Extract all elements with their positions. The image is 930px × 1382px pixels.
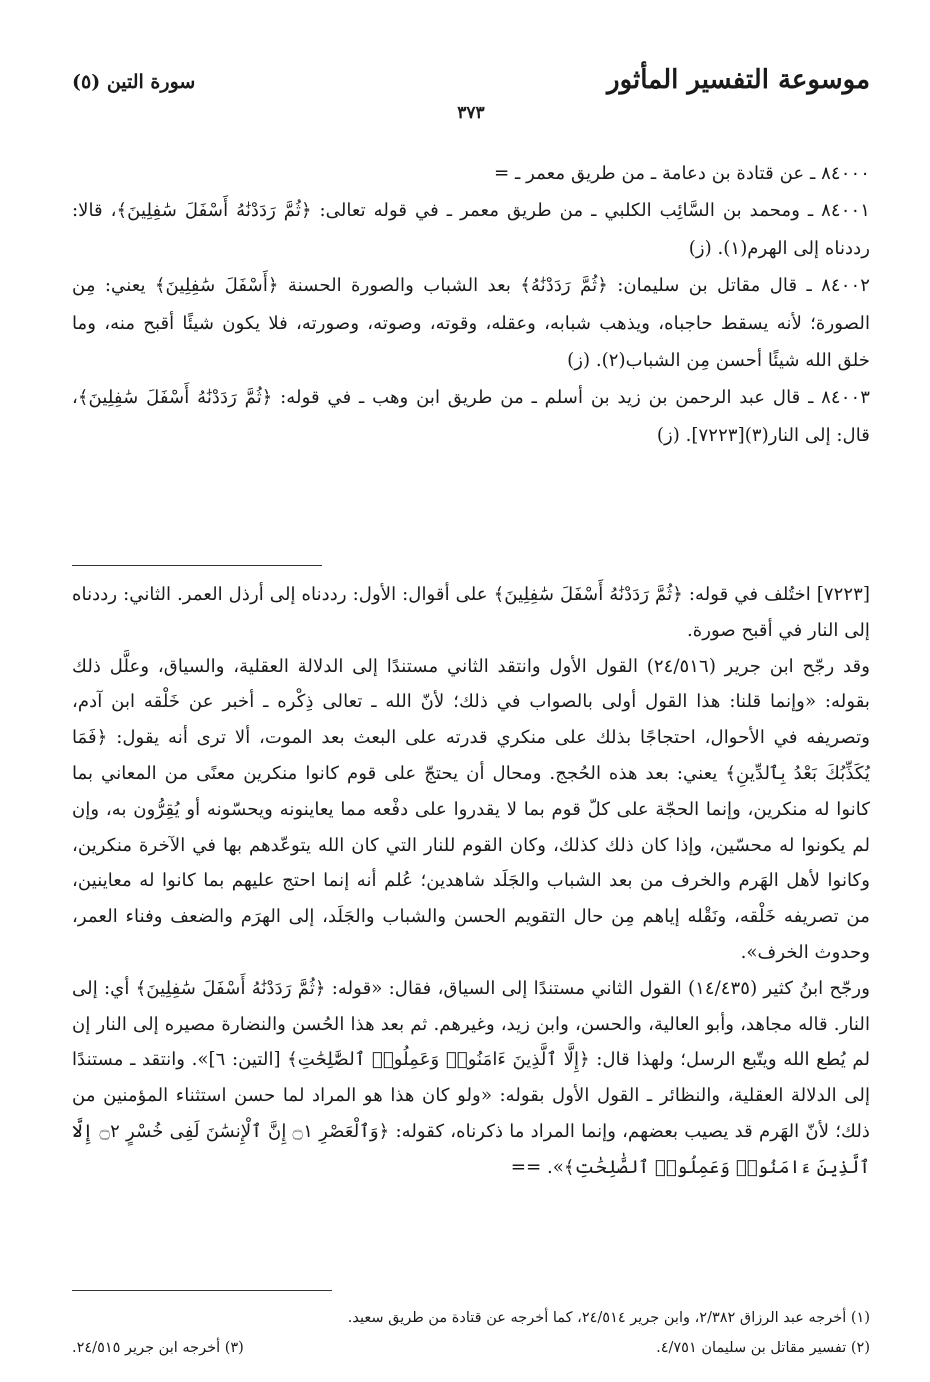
- book-title: موسوعة التفسير المأثور: [607, 65, 870, 95]
- footnote-3: (٣) أخرجه ابن جرير ٢٤/٥١٥.: [72, 1340, 244, 1356]
- footnote-row: [72, 1333, 870, 1363]
- footnote-2: (٢) تفسير مقاتل بن سليمان ٤/٧٥١.: [656, 1340, 870, 1356]
- page: [72, 55, 871, 1356]
- footnotes-separator: [72, 1290, 332, 1291]
- notes-separator: [72, 565, 322, 566]
- page-header: [72, 55, 870, 123]
- footnotes: [72, 1303, 870, 1363]
- surah-title: سورة التين (٥): [72, 71, 196, 93]
- footnote-1: (١) أخرجه عبد الرزاق ٢/٣٨٢، وابن جرير ٢٤/٥١٤، كما أخرجه عن قتادة من طريق سعيد.: [347, 1310, 870, 1326]
- note-7223: [٧٢٢٣] اختُلف في قوله: ﴿ثُمَّ رَدَدْنَٰهُ أَسْفَلَ سَٰفِلِينَ﴾ على أقوال: الأول: رددناه إلى أرذل العمر. الثاني: رددناه إلى النار في أقبح صورة.: [72, 584, 870, 641]
- page-number-wrap: [72, 103, 870, 123]
- paragraph-84002: ٨٤٠٠٢ ـ قال مقاتل بن سليمان: ﴿ثُمَّ رَدَدْنَٰهُ﴾ بعد الشباب والصورة الحسنة ﴿أَسْفَلَ سَٰفِلِينَ﴾ يعني: مِن الصورة؛ لأنه يسقط حاجباه، ويذهب شبابه، وعقله، وقوته، وصوته، وصورته، فلا يكون شيئًا أقبح منه، وما خلق الله شيئًا أحسن مِن الشباب(٢). (ز): [72, 275, 870, 372]
- note-ibn-jarir: وقد رجّح ابن جرير (٢٤/٥١٦) القول الأول وانتقد الثاني مستندًا إلى الدلالة العقلية، والسياق، وعلَّل ذلك بقوله: «وإنما قلنا: هذا القول أولى بالصواب في ذلك؛ لأنّ الله ـ تعالى ذِكْره ـ أخبر عن خَلْقه ابن آدم، وتصريفه في الأحوال، احتجاجًا بذلك على منكري قدرته على البعث بعد الموت، ألا ترى أنه يقول: ﴿فَمَا يُكَذِّبُكَ بَعْدُ بِٱلدِّينِ﴾ يعني: بعد هذه الحُجج. ومحال أن يحتجّ على قوم كانوا منكرين معنًى من المعاني بما كانوا له منكرين، وإنما الحجّة على كلّ قوم بما لا يقدروا على دفْعه مما يعاينونه ويحسّونه أو يُقِرُّون به، وإن لم يكونوا له محسّين، وإذا كان ذلك كذلك، وكان القوم للنار التي كان الله يتوعّدهم بها في الآخرة منكرين، وكانوا لأهل الهَرم والخرف من بعد الشباب والجَلَد شاهدين؛ عُلم أنه إنما احتج عليهم بما كانوا له معاينين، من تصريفه خَلْقه، ونَقْله إياهم مِن حال التقويم الحسن والشباب والجَلَد، إلى الهرَم والضعف وفناء العمر، وحدوث الخرف».: [72, 655, 870, 963]
- note-ibn-kathir: ورجّح ابنُ كثير (١٤/٤٣٥) القول الثاني مستندًا إلى السياق، فقال: «قوله: ﴿ثُمَّ رَدَدْنَٰهُ أَسْفَلَ سَٰفِلِينَ﴾ أي: إلى النار. قاله مجاهد، وأبو العالية، والحسن، وابن زيد، وغيرهم. ثم بعد هذا الحُسن والنضارة مصيره إلى النار إن لم يُطع الله ويتّبع الرسل؛ ولهذا قال: ﴿إِلَّا ٱلَّذِينَ ءَامَنُوا۟ وَعَمِلُوا۟ ٱلصَّٰلِحَٰتِ﴾ [التين: ٦]». وانتقد ـ مستندًا إلى الدلالة العقلية، والنظائر ـ القول الأول بقوله: «ولو كان هذا هو المراد لما حسن استثناء المؤمنين من ذلك؛ لأنّ الهَرم قد يصيب بعضهم، وإنما المراد ما ذكرناه، كقوله: ﴿وَٱلْعَصْرِ ۝١ إِنَّ ٱلْإِنسَٰنَ لَفِى خُسْرٍ ۝٢ إِلَّا ٱلَّذِينَ ءَامَنُوا۟ وَعَمِلُوا۟ ٱلصَّٰلِحَٰتِ﴾». ==: [72, 977, 871, 1178]
- paragraph-84000: ٨٤٠٠٠ ـ عن قتادة بن دعامة ـ من طريق معمر ـ =: [494, 163, 870, 184]
- paragraph-84001: ٨٤٠٠١ ـ ومحمد بن السَّائِب الكلبي ـ من طريق معمر ـ في قوله تعالى: ﴿ثُمَّ رَدَدْنَٰهُ أَسْفَلَ سَٰفِلِينَ﴾، قالا: رددناه إلى الهرم(١). (ز): [72, 200, 870, 259]
- paragraph-84003: ٨٤٠٠٣ ـ قال عبد الرحمن بن زيد بن أسلم ـ من طريق ابن وهب ـ في قوله: ﴿ثُمَّ رَدَدْنَٰهُ أَسْفَلَ سَٰفِلِينَ﴾، قال: إلى النار(٣)[٧٢٢٣]. (ز): [72, 387, 870, 446]
- page-number: ٣٧٣: [447, 103, 494, 123]
- main-text: [72, 155, 870, 454]
- commentary-notes: [72, 577, 870, 1186]
